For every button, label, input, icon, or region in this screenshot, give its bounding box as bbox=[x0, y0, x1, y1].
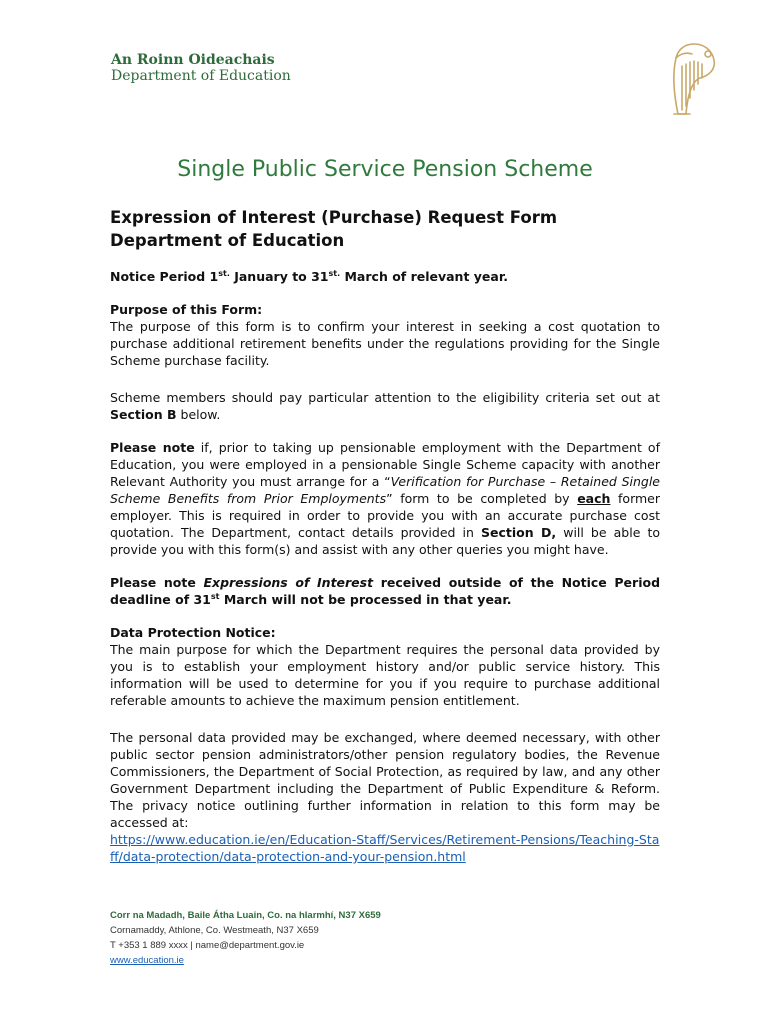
privacy-link-wrapper bbox=[110, 831, 660, 865]
deadline-a: Please note bbox=[110, 575, 204, 590]
eligibility-a: Scheme members should pay particular attention to the eligibility criteria set out at bbox=[110, 390, 660, 405]
deadline-c: received outside of the Notice Period deadline of 31 bbox=[110, 575, 661, 607]
notice-period-sup2: st. bbox=[328, 268, 341, 278]
deadline-sup: st bbox=[210, 591, 220, 601]
each-emphasis: each bbox=[577, 491, 611, 506]
footer-english-address: Cornamaddy, Athlone, Co. Westmeath, N37 X659 bbox=[110, 925, 319, 936]
form-heading-line1: Expression of Interest (Purchase) Request Form bbox=[110, 208, 558, 227]
footer-contact: T +353 1 889 xxxx | name@department.gov.ie bbox=[110, 940, 305, 951]
notice-period-b: January to 31 bbox=[229, 269, 329, 284]
please-note-h: will be able to provide you with this form(s) and assist with any other queries you might have. bbox=[110, 525, 660, 557]
data-sharing-text: The personal data provided may be exchanged, where deemed necessary, with other public sector pension administrators/other pension regulatory bodies, the Revenue Commissioners, the Department of Social Protection, as required by law, and any other Government Department including the Department of Public Expenditure & Reform. The privacy notice outlining further information in relation to this form may be accessed at: bbox=[110, 730, 660, 830]
verification-form-name: Verification for Purchase – Retained Single Scheme Benefits from Prior Employments bbox=[110, 474, 660, 506]
page-title: Single Public Service Pension Scheme bbox=[177, 157, 593, 182]
department-logo bbox=[111, 52, 291, 84]
please-note-label: Please note bbox=[110, 440, 195, 455]
deadline-d: March will not be processed in that year. bbox=[219, 592, 512, 607]
data-protection-heading: Data Protection Notice: bbox=[110, 625, 276, 640]
please-note-b: if, prior to taking up pensionable employment with the Department of Education, you were employed in a pensionable Single Scheme capacity with another Relevant Authority you must arrange for a “ bbox=[110, 440, 660, 489]
deadline-notice bbox=[110, 574, 660, 608]
please-note-paragraph bbox=[110, 439, 660, 558]
deadline-b: Expressions of Interest bbox=[203, 575, 374, 590]
notice-period bbox=[110, 268, 660, 285]
purpose-text: The purpose of this form is to confirm your interest in seeking a cost quotation to purchase additional retirement benefits under the regulations providing for the Single Scheme purchase facility. bbox=[110, 319, 660, 368]
logo-irish-name: An Roinn Oideachais bbox=[111, 52, 275, 68]
footer-website-link[interactable]: www.education.ie bbox=[110, 955, 184, 966]
privacy-notice-link[interactable]: https://www.education.ie/en/Education-Staff/Services/Retirement-Pensions/Teaching-Staff/data-protection/data-protection-and-your-pension.html bbox=[110, 832, 660, 864]
section-d-ref: Section D, bbox=[480, 525, 557, 540]
footer bbox=[110, 908, 381, 968]
form-heading-line2: Department of Education bbox=[110, 231, 345, 250]
purpose-heading: Purpose of this Form: bbox=[110, 302, 263, 317]
notice-period-c: March of relevant year. bbox=[340, 269, 508, 284]
notice-period-sup1: st. bbox=[218, 268, 230, 278]
form-heading bbox=[110, 206, 660, 252]
data-protection-text: The main purpose for which the Department requires the personal data provided by you is to establish your employment history and/or public service history. This information will be used to determine for you if you require to purchase additional referable amounts to achieve the maximum pension entitlement. bbox=[110, 642, 660, 708]
eligibility-text bbox=[110, 389, 660, 423]
document-body bbox=[110, 206, 660, 865]
notice-period-a: Notice Period 1 bbox=[110, 269, 219, 284]
please-note-f: former employer. This is required in order to provide you with an accurate purchase cost quotation. The Department, contact details provided in bbox=[110, 491, 660, 540]
footer-irish-address: Corr na Madadh, Baile Átha Luain, Co. na hIarmhí, N37 X659 bbox=[110, 910, 381, 921]
harp-icon bbox=[664, 40, 720, 118]
eligibility-section-b: Section B bbox=[110, 407, 177, 422]
logo-english-name: Department of Education bbox=[111, 68, 291, 84]
eligibility-c: below. bbox=[176, 407, 221, 422]
please-note-d: ” form to be completed by bbox=[386, 491, 578, 506]
